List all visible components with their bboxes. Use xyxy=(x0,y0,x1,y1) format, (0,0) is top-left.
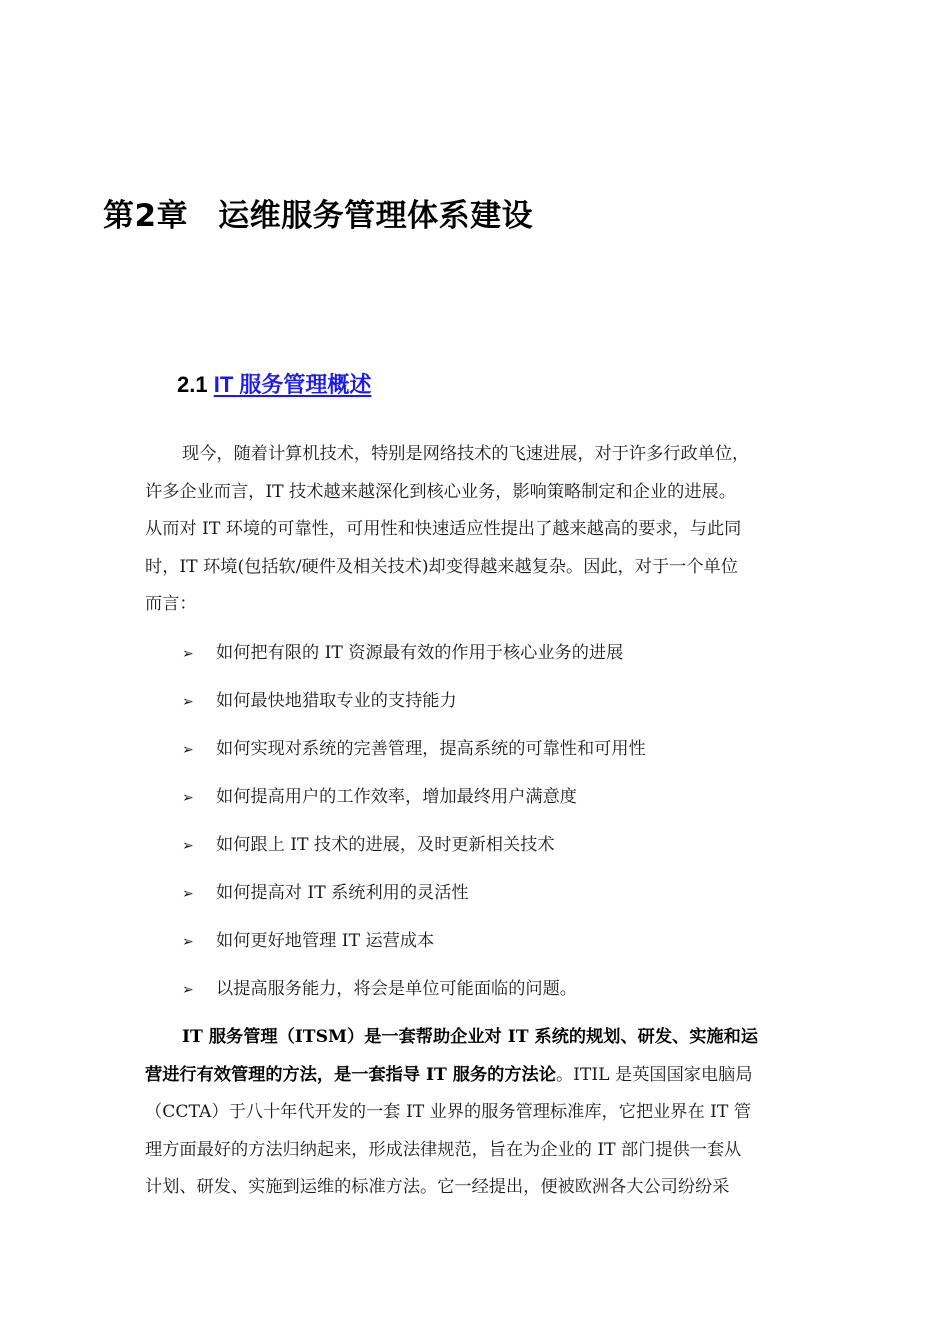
list-item-text: 如何把有限的 IT 资源最有效的作用于核心业务的进展 xyxy=(216,643,624,663)
list-item-text: 如何更好地管理 IT 运营成本 xyxy=(216,931,435,951)
section-number: 2.1 xyxy=(177,372,208,397)
arrow-bullet-icon: ➢ xyxy=(182,982,194,998)
list-item xyxy=(182,681,646,729)
list-item-text: 如何最快地猎取专业的支持能力 xyxy=(216,691,457,711)
paragraph-text: 。ITIL 是英国国家电脑局 xyxy=(555,1064,753,1085)
arrow-bullet-icon: ➢ xyxy=(182,646,194,662)
list-item xyxy=(182,873,646,921)
list-item-text: 如何提高用户的工作效率，增加最终用户满意度 xyxy=(216,787,577,807)
paragraph-line: 理方面最好的方法归纳起来，形成法律规范，旨在为企业的 IT 部门提供一套从 xyxy=(145,1139,742,1160)
bold-definition: IT 服务管理（ITSM）是一套帮助企业对 IT 系统的规划、研发、实施和运 xyxy=(182,1027,758,1047)
arrow-bullet-icon: ➢ xyxy=(182,694,194,710)
list-item-text: 以提高服务能力，将会是单位可能面临的问题。 xyxy=(216,979,577,999)
arrow-bullet-icon: ➢ xyxy=(182,790,194,806)
list-item-text: 如何实现对系统的完善管理，提高系统的可靠性和可用性 xyxy=(216,739,646,759)
list-item-text: 如何提高对 IT 系统利用的灵活性 xyxy=(216,883,469,903)
list-item xyxy=(182,633,646,681)
chapter-title xyxy=(103,190,533,235)
list-item xyxy=(182,825,646,873)
question-list xyxy=(182,633,646,1017)
arrow-bullet-icon: ➢ xyxy=(182,838,194,854)
list-item xyxy=(182,969,646,1017)
list-item xyxy=(182,777,646,825)
paragraph-line: 时，IT 环境(包括软/硬件及相关技术)却变得越来越复杂。因此，对于一个单位 xyxy=(145,556,738,577)
list-item-text: 如何跟上 IT 技术的进展，及时更新相关技术 xyxy=(216,835,555,855)
chapter-number: 第2章 xyxy=(103,198,189,234)
bold-definition: 营进行有效管理的方法，是一套指导 IT 服务的方法论 xyxy=(145,1064,556,1085)
paragraph-line: 从而对 IT 环境的可靠性，可用性和快速适应性提出了越来越高的要求，与此同 xyxy=(145,519,742,539)
section-title-link[interactable]: IT 服务管理概述 xyxy=(213,372,372,397)
paragraph-line: （CCTA）于八十年代开发的一套 IT 业界的服务管理标准库，它把业界在 IT 管 xyxy=(145,1102,752,1122)
arrow-bullet-icon: ➢ xyxy=(182,886,194,902)
list-item xyxy=(182,921,646,969)
paragraph-line: 计划、研发、实施到运维的标准方法。它一经提出，便被欧洲各大公司纷纷采 xyxy=(145,1177,730,1197)
paragraph-line xyxy=(145,1019,810,1057)
arrow-bullet-icon: ➢ xyxy=(182,742,194,758)
paragraph-line xyxy=(145,1057,810,1095)
itsm-paragraph xyxy=(145,1019,810,1207)
list-item xyxy=(182,729,646,777)
section-heading xyxy=(177,368,371,399)
intro-paragraph xyxy=(145,436,810,624)
paragraph-line: 许多企业而言，IT 技术越来越深化到核心业务，影响策略制定和企业的进展。 xyxy=(145,481,736,502)
paragraph-line: 而言： xyxy=(145,594,197,614)
arrow-bullet-icon: ➢ xyxy=(182,934,194,950)
chapter-title-text: 运维服务管理体系建设 xyxy=(218,198,534,234)
paragraph-line: 现今，随着计算机技术，特别是网络技术的飞速进展，对于许多行政单位， xyxy=(182,444,750,464)
